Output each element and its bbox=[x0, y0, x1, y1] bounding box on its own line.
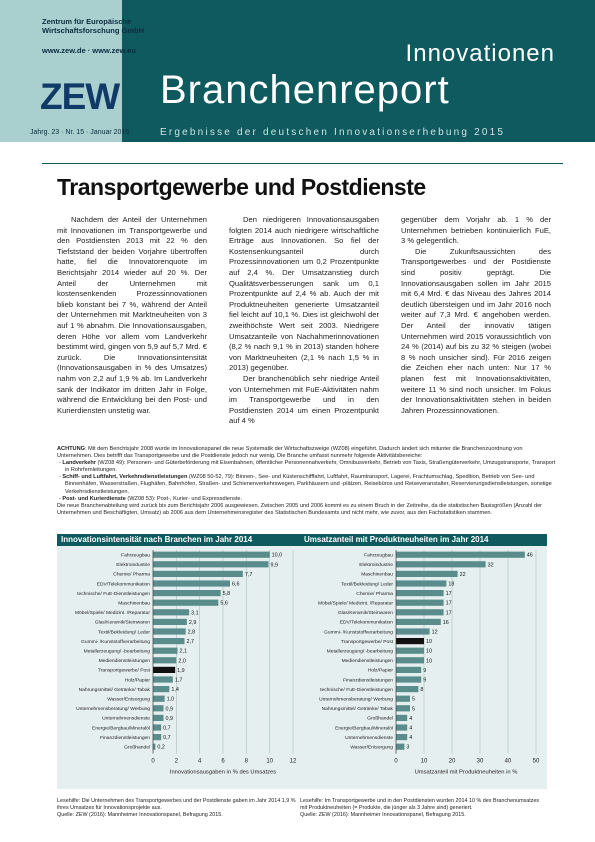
category-label: Transportgewerbe/ Post bbox=[340, 639, 393, 645]
methodology-note bbox=[57, 446, 557, 517]
bar bbox=[396, 734, 407, 740]
bar-value-label: 0,7 bbox=[163, 725, 171, 732]
bar-value-label: 10,0 bbox=[271, 552, 283, 559]
chart-title: Umsatzanteil mit Produktneuheiten im Jahr 2014 bbox=[300, 534, 547, 546]
category-label: EDV/Telekommunikation bbox=[339, 620, 393, 626]
bar-value-label: 0,7 bbox=[163, 735, 171, 742]
bar-value-label: 10 bbox=[426, 639, 432, 646]
bar-value-label: 5,6 bbox=[220, 600, 228, 607]
bar bbox=[396, 705, 410, 711]
note-item-text: (WZ08 49): Personen- und Güterbeförderung mit Eisenbahnen, öffentlicher Personennahverkehr, Omnibusverkehr, Betrieb von Taxis, Straßengüterverkehr, Umzugstransporte, Transport in Rohrfernleitungen. bbox=[65, 460, 556, 474]
x-tick-label: 0 bbox=[394, 758, 398, 765]
category-label: Gummi- /Kunststoffverarbeitung bbox=[81, 639, 150, 645]
category-label: Mediendienstleistungen bbox=[341, 659, 393, 665]
org-name bbox=[42, 17, 144, 35]
org-line-1: Zentrum für Europäische bbox=[42, 17, 132, 26]
bar-value-label: 3,1 bbox=[191, 610, 199, 617]
bar bbox=[153, 705, 164, 711]
x-tick-label: 30 bbox=[476, 758, 484, 765]
x-tick-label: 12 bbox=[289, 758, 297, 765]
note-intro bbox=[57, 446, 557, 460]
bar-value-label: 2,7 bbox=[186, 639, 194, 646]
x-tick-label: 4 bbox=[197, 758, 202, 765]
bar bbox=[396, 580, 446, 586]
bar-value-label: 5 bbox=[412, 696, 415, 703]
category-label: Unternehmensdienste bbox=[102, 716, 150, 722]
x-tick-label: 6 bbox=[221, 758, 225, 765]
bar-value-label: 12 bbox=[431, 629, 438, 636]
paragraph: Nachdem der Anteil der Unternehmen mit Innovationen im Transportgewerbe und den Postdiensten 2013 mit 22 % den Tiefststand der beiden Vorjahre übertroffen hatte, fiel die Innovatorenquote im Berichtsjahr 2014 wieder auf 20 %. Der Anteil der Unternehmen mit kostensenkenden Prozessinnovationen blieb konstant bei 7 %, während der Anteil der Unternehmen mit Marktneuheiten von 3 auf 1 % abnahm. Die Innovationsausgaben, deren Höhe vor allem vom Landverkehr bestimmt wird, gingen von 5,9 auf 5,7 Mrd. € zurück. Die Innovationsintensität (Innovationsausgaben in % des Umsatzes) nahm von 2,2 auf 1,9 % ab. Im Landverkehr sank der Indikator im dritten Jahr in Folge, während die Entwicklung bei den Post- und Kurierdiensten unstetig war. bbox=[57, 215, 207, 415]
note-item: - Post- und Kurierdienste (WZ08 53): Post-, Kurier- und Expressdienste. bbox=[59, 495, 243, 502]
bar-value-label: 0,9 bbox=[165, 715, 173, 722]
bar-value-label: 18 bbox=[448, 581, 455, 588]
bar bbox=[153, 552, 270, 558]
category-label: Transportgewerbe/ Post bbox=[97, 668, 150, 674]
bar bbox=[396, 715, 407, 721]
bar bbox=[153, 600, 218, 606]
bar bbox=[153, 580, 230, 586]
bar-value-label: 5,8 bbox=[222, 591, 231, 598]
note-intro-text: : Mit dem Berichtsjahr 2008 wurde im Innovationspanel die neue Systematik der Wirtschaftszweige (WZ08) eingeführt. Dadurch ändert sich mitunter die Branchenzuordnung von Unternehmen. Dies betrifft das Transportgewerbe und die Postdienste jedoch nur wenig. Die Branche umfasst nunmehr folgende Aktivitätsbereiche: bbox=[57, 446, 523, 460]
note-item: - Landverkehr (WZ08 49): Personen- und Güterbeförderung mit Eisenbahnen, öffentlicher Personennahverkehr, Omnibusverkehr, Betrieb von Taxis, Straßengüterverkehr, Umzugstransporte, Transport in Rohrfernleitungen. bbox=[59, 460, 556, 474]
bar bbox=[153, 561, 269, 567]
category-label: Maschinenbau bbox=[361, 572, 393, 578]
category-label: Chemie/ Pharma bbox=[356, 591, 393, 597]
category-label: Möbel/Spiele/ Medizint. /Reparatur bbox=[317, 601, 393, 607]
article-column-2 bbox=[229, 215, 379, 427]
category-label: Großhandel bbox=[124, 745, 150, 751]
x-axis-label: Umsatzanteil mit Produktneuheiten in % bbox=[414, 769, 518, 776]
category-label: Glas/Keramik/Steinwaren bbox=[337, 611, 393, 617]
bar bbox=[396, 619, 441, 625]
bar bbox=[153, 686, 169, 692]
bar-value-label: 9 bbox=[423, 677, 427, 684]
note-item-label: Schiff- und Luftfahrt, Verkehrsdienstleistungen bbox=[62, 474, 188, 481]
bar bbox=[153, 657, 176, 663]
bar-value-label: 1,4 bbox=[171, 687, 179, 694]
bar bbox=[153, 724, 161, 730]
category-label: technische/ FuE-Dienstleistungen bbox=[320, 687, 393, 693]
bar-value-label: 16 bbox=[442, 619, 449, 626]
x-tick-label: 50 bbox=[532, 758, 540, 765]
bar bbox=[396, 667, 421, 673]
article-column-3 bbox=[401, 215, 551, 416]
category-label: Energie/Bergbau/Mineralöl bbox=[335, 726, 393, 732]
bar-value-label: 10 bbox=[426, 648, 432, 655]
category-label: Mediendienstleistungen bbox=[98, 659, 150, 665]
bar bbox=[396, 686, 418, 692]
category-label: Großhandel bbox=[367, 716, 393, 722]
bar bbox=[153, 609, 189, 615]
category-label: Unternehmensberatung/ Werbung bbox=[76, 707, 150, 713]
bar bbox=[153, 696, 165, 702]
bar bbox=[396, 609, 444, 615]
chart-innovation-intensity bbox=[57, 534, 304, 789]
category-label: Textil/Bekleidung/ Leder bbox=[341, 582, 393, 588]
chart-title: Innovationsintensität nach Branchen im Jahr 2014 bbox=[57, 534, 304, 546]
note-label: ACHTUNG bbox=[57, 446, 85, 452]
category-label: Nahrungsmittel/ Getränke/ Tabak bbox=[321, 707, 393, 713]
bar bbox=[153, 715, 164, 721]
chart-innovation-intensity-svg bbox=[57, 546, 304, 789]
bar bbox=[153, 676, 173, 682]
bar-highlight bbox=[396, 638, 424, 644]
caption-left bbox=[57, 798, 302, 819]
bar-value-label: 17 bbox=[445, 591, 452, 598]
bar-value-label: 4 bbox=[409, 715, 413, 722]
bar bbox=[396, 561, 486, 567]
bar-value-label: 0,2 bbox=[157, 744, 165, 751]
bar-value-label: 32 bbox=[487, 562, 494, 569]
zew-logo: ZEW bbox=[40, 76, 120, 117]
x-axis-label: Innovationsausgaben in % des Umsatzes bbox=[169, 769, 277, 776]
bar bbox=[396, 590, 444, 596]
chart-product-novelty-share bbox=[300, 534, 547, 789]
bar-value-label: 6,6 bbox=[232, 581, 240, 588]
category-label: Metallerzeugung/ -bearbeitung bbox=[83, 649, 150, 655]
caption-text: Lesehilfe: Die Unternehmen des Transportgewerbes und der Postdienste gaben im Jahr 2014 1,9 % ihres Umsatzes für Innovationsprojekte aus. bbox=[57, 798, 296, 811]
category-label: Finanzdienstleistungen bbox=[99, 735, 150, 741]
caption-text: Lesehilfe: Im Transportgewerbe und in den Postdiensten wurden 2014 10 % des Branchenumsatzes mit Produktneuheiten (= Produkte, die jünger als 3 Jahre sind) generiert. bbox=[300, 798, 540, 811]
bar-value-label: 2,8 bbox=[187, 629, 196, 636]
org-line-2: Wirtschaftsforschung GmbH bbox=[42, 26, 145, 35]
x-tick-label: 10 bbox=[266, 758, 274, 765]
paragraph: Der branchenüblich sehr niedrige Anteil von Unternehmen mit FuE-Aktivitäten nahm im Transportgewerbe und in den Postdiensten 2014 um einen Prozentpunkt auf 4 % bbox=[229, 373, 379, 426]
bar bbox=[153, 648, 178, 654]
bar-value-label: 2,0 bbox=[178, 658, 186, 665]
bar bbox=[153, 571, 243, 577]
bar-value-label: 0,9 bbox=[165, 706, 173, 713]
bar-value-label: 8 bbox=[420, 687, 424, 694]
category-label: Elektroindustrie bbox=[359, 563, 393, 569]
bar-value-label: 46 bbox=[526, 552, 533, 559]
bar bbox=[153, 628, 186, 634]
x-tick-label: 20 bbox=[448, 758, 456, 765]
category-label: Elektroindustrie bbox=[116, 563, 150, 569]
category-label: Metallerzeugung/ -bearbeitung bbox=[326, 649, 393, 655]
category-label: Finanzdienstleistungen bbox=[342, 678, 393, 684]
bar bbox=[396, 571, 458, 577]
x-tick-label: 2 bbox=[174, 758, 179, 765]
bar-value-label: 4 bbox=[409, 735, 413, 742]
issue-info: Jahrg. 23 · Nr. 15 · Januar 2016 bbox=[30, 129, 130, 136]
caption-right bbox=[300, 798, 545, 819]
bar bbox=[396, 676, 421, 682]
note-item: - Schiff- und Luftfahrt, Verkehrsdienstleistungen (WZ08 50-52, 79): Binnen-, See- und Küstenschifffahrt, Luftfahrt, Raumtransport, Lagerei, Frachtumschlag, Spedition, Betrieb von See- und Binnenhäfen, Wasserstraßen, Flughäfen, Bahnhöfen, Straßen- und Schienenverkehrswegen, Parkhäusern und -plätzen, Reisebüros und Reiseveranstalter, Reservierungsdienstleistungen, sonstige Verkehrsdienstleistungen. bbox=[59, 474, 552, 495]
bar-value-label: 17 bbox=[445, 610, 452, 617]
bar bbox=[396, 628, 430, 634]
bar bbox=[396, 744, 404, 750]
bar-value-label: 9,9 bbox=[270, 562, 278, 569]
bar-value-label: 5 bbox=[412, 706, 415, 713]
category-label: Wasser/Entsorgung bbox=[107, 697, 150, 703]
category-label: Unternehmensdienste bbox=[345, 735, 393, 741]
bar-value-label: 17 bbox=[445, 600, 452, 607]
bar-value-label: 7,7 bbox=[244, 571, 253, 578]
category-label: Nahrungsmittel/ Getränke/ Tabak bbox=[78, 687, 150, 693]
paragraph: Die Zukunftsaussichten des Transportgewerbes und der Postdienste sind positiv geprägt. Die Innovationsausgaben sollen im Jahr 2015 mit 6,4 Mrd. € das Niveau des Jahres 2014 deutlich übersteigen und im Jahr 2016 noch weiter auf 7,3 Mrd. € angehoben werden. Der Anteil der innovativ tätigen Unternehmen wird 2015 voraussichtlich von 24 % (2014) auf bis zu 32 % steigen (wobei 8 % noch unsicher sind). Für 2016 zeigen die Zeichen eher nach unten: Nur 17 % planen fest mit Innovationsaktivitäten, weitere 11 % sind noch unsicher. Im Fokus der Innovationsaktivitäten stehen in beiden Jahren Prozessinnovationen. bbox=[401, 246, 551, 415]
caption-source: Quelle: ZEW (2016): Mannheimer Innovationspanel, Befragung 2015. bbox=[57, 812, 223, 818]
paragraph: gegenüber dem Vorjahr ab. 1 % der Unternehmen betrieben kontinuierlich FuE, 3 % gelegentlich. bbox=[401, 215, 551, 246]
category-label: Möbel/Spiele/ Medizint. /Reparatur bbox=[74, 611, 150, 617]
bar bbox=[396, 552, 525, 558]
x-tick-label: 0 bbox=[151, 758, 155, 765]
category-label: Textil/Bekleidung/ Leder bbox=[98, 630, 150, 636]
caption-source: Quelle: ZEW (2016): Mannheimer Innovationspanel, Befragung 2015. bbox=[300, 812, 466, 818]
category-label: Fahrzeugbau bbox=[121, 553, 150, 559]
bar bbox=[396, 657, 424, 663]
report-title-big: Branchenreport bbox=[160, 68, 450, 112]
note-item-text: (WZ08 53): Post-, Kurier- und Expressdienste. bbox=[125, 495, 243, 502]
bar-value-label: 3 bbox=[406, 744, 410, 751]
category-label: Maschinenbau bbox=[118, 601, 150, 607]
divider bbox=[42, 163, 563, 164]
category-label: Wasser/Entsorgung bbox=[350, 745, 393, 751]
bar bbox=[153, 619, 187, 625]
x-tick-label: 40 bbox=[504, 758, 512, 765]
category-label: Holz/Papier bbox=[367, 668, 393, 674]
category-label: Gummi- /Kunststoffverarbeitung bbox=[324, 630, 393, 636]
report-subtitle: Ergebnisse der deutschen Innovationserhebung 2015 bbox=[160, 127, 506, 138]
website-links[interactable]: www.zew.de · www.zew.eu bbox=[42, 46, 136, 55]
bar bbox=[153, 638, 185, 644]
bar-value-label: 4 bbox=[409, 725, 413, 732]
bar-value-label: 1,7 bbox=[174, 677, 183, 684]
bar-value-label: 1,9 bbox=[177, 667, 185, 674]
category-label: Chemie/ Pharma bbox=[113, 572, 150, 578]
report-title-small: Innovationen bbox=[405, 40, 555, 67]
category-label: Fahrzeugbau bbox=[364, 553, 393, 559]
bar-value-label: 2,9 bbox=[188, 619, 197, 626]
category-label: Holz/Papier bbox=[124, 678, 150, 684]
category-label: technische/ FuE-Dienstleistungen bbox=[77, 591, 150, 597]
category-label: Energie/Bergbau/Mineralöl bbox=[92, 726, 150, 732]
x-tick-label: 8 bbox=[244, 758, 249, 765]
chart-product-novelty-share-svg bbox=[300, 546, 547, 789]
category-label: Unternehmensberatung/ Werbung bbox=[319, 697, 393, 703]
x-tick-label: 10 bbox=[420, 758, 428, 765]
bar-value-label: 22 bbox=[459, 571, 466, 578]
bar-highlight bbox=[153, 667, 175, 673]
bar-value-label: 2,1 bbox=[179, 648, 187, 655]
bar bbox=[153, 744, 155, 750]
article-title: Transportgewerbe und Postdienste bbox=[57, 174, 426, 200]
paragraph: Den niedrigeren Innovationsausgaben folgten 2014 auch niedrigere wirtschaftliche Erträge aus Innovationen. So fiel der Kostensenkungsanteil durch Prozessinnovationen um 0,2 Prozentpunkte auf 2,4 %. Der Umsatzanstieg durch Qualitätsverbesserungen sank um 0,1 Prozentpunkte auf 2,4 % ab. Auch der mit Produktneuheiten generierte Umsatzanteil fiel leicht auf 10,1 %. Dies ist gleichwohl der zweithöchste Wert seit 2003. Niedrigere Umsatzanteile von Nachahmerinnovationen (8,2 % nach 9,1 % in 2013) standen höhere von Marktneuheiten (2,1 % nach 1,5 % in 2013) gegenüber. bbox=[229, 215, 379, 373]
note-item-label: Post- und Kurierdienste bbox=[62, 495, 126, 502]
note-item-text: (WZ08 50-52, 79): Binnen-, See- und Küstenschifffahrt, Luftfahrt, Raumtransport, Lagerei, Frachtumschlag, Spedition, Betrieb von See- und Binnenhäfen, Wasserstraßen, Flughäfen, Bahnhöfen, Straßen- und Schienenverkehrswegen, Parkhäusern und -plätzen, Reisebüros und Reiseveranstalter, Reservierungsdienstleistungen, sonstige Verkehrsdienstleistungen. bbox=[65, 474, 552, 495]
bar-value-label: 9 bbox=[423, 667, 427, 674]
bar bbox=[396, 724, 407, 730]
category-label: EDV/Telekommunikation bbox=[96, 582, 150, 588]
note-outro: Die neue Branchenabteilung wird zurück bis zum Berichtsjahr 2006 ausgewiesen. Zwischen 2005 und 2006 kommt es zu einem Bruch in der Zeitreihe, da die statistischen Basisgrößen (Anzahl der Unternehmen und Beschäftigten, Umsatz) ab 2006 aus dem Unternehmensregister des Statistischen Bundesamts und nicht mehr, wie zuvor, aus den Fachstatistiken stammen. bbox=[57, 502, 543, 516]
bar bbox=[396, 648, 424, 654]
bar bbox=[153, 590, 221, 596]
bar bbox=[396, 696, 410, 702]
note-item-label: Landverkehr bbox=[62, 460, 96, 467]
category-label: Glas/Keramik/Steinwaren bbox=[94, 620, 150, 626]
bar-value-label: 10 bbox=[426, 658, 432, 665]
bar bbox=[153, 734, 161, 740]
bar bbox=[396, 600, 444, 606]
bar-value-label: 1,0 bbox=[166, 696, 175, 703]
article-column-1 bbox=[57, 215, 207, 416]
